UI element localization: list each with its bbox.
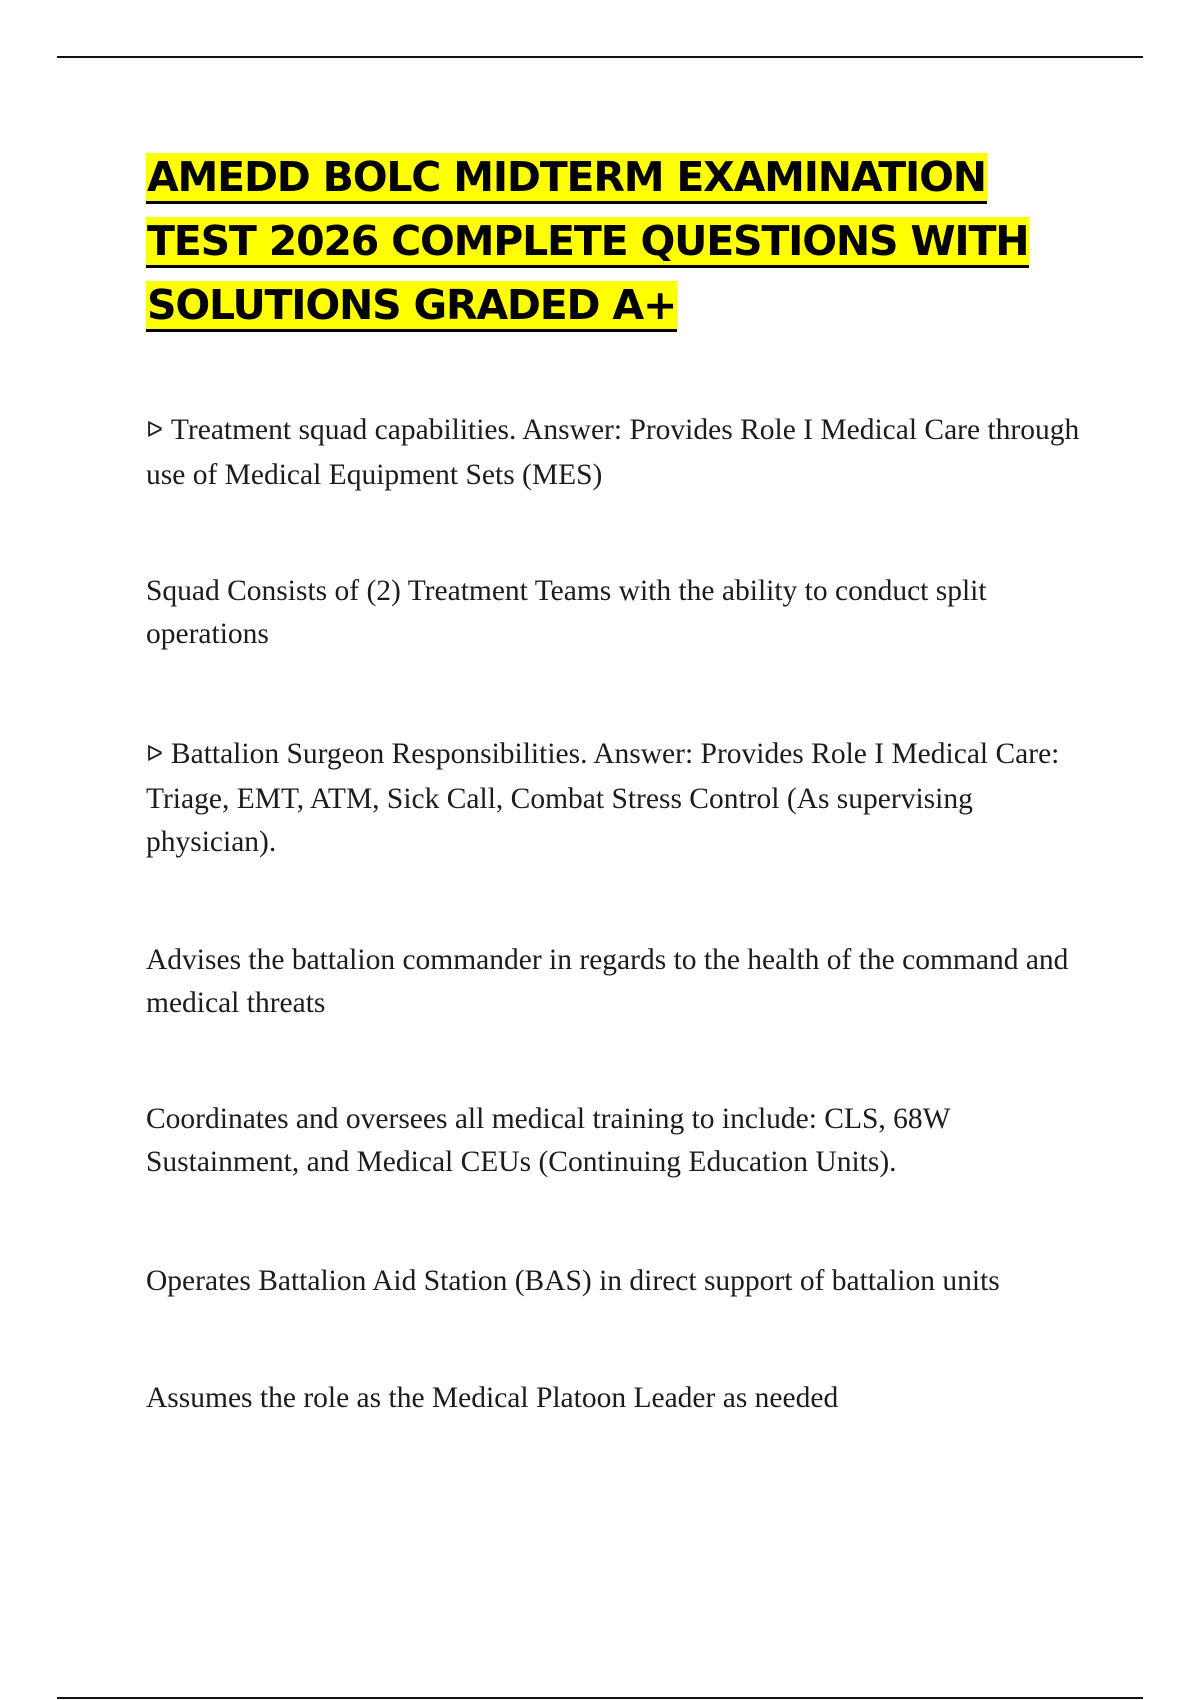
answer-paragraph-4 [146, 939, 1106, 1025]
title-line-2: TEST 2026 COMPLETE QUESTIONS WITH [146, 217, 1029, 268]
question-paragraph-3 [146, 733, 1106, 864]
document-title [146, 145, 1076, 337]
paragraph-text: Treatment squad capabilities. Answer: Provides Role I Medical Care through use of Medical Equipment Sets (MES) [146, 414, 1080, 491]
paragraph-text: Assumes the role as the Medical Platoon Leader as needed [146, 1382, 839, 1414]
question-paragraph-1 [146, 409, 1106, 497]
paragraph-text: Coordinates and oversees all medical training to include: CLS, 68W Sustainment, and Medical CEUs (Continuing Education Units). [146, 1103, 950, 1178]
arrow-triangle-icon: ᐅ [146, 418, 163, 443]
answer-paragraph-5 [146, 1098, 1106, 1184]
arrow-triangle-icon: ᐅ [146, 742, 163, 767]
answer-paragraph-7 [146, 1377, 1106, 1420]
bottom-rule [57, 1697, 1143, 1699]
answer-paragraph-6 [146, 1260, 1106, 1303]
paragraph-text: Battalion Surgeon Responsibilities. Answer: Provides Role I Medical Care: Triage, EMT, ATM, Sick Call, Combat Stress Control (As supervising physician). [146, 738, 1060, 858]
title-line-3: SOLUTIONS GRADED A+ [146, 281, 677, 332]
paragraph-text: Squad Consists of (2) Treatment Teams with the ability to conduct split operations [146, 575, 987, 650]
top-rule [57, 56, 1143, 58]
title-line-1: AMEDD BOLC MIDTERM EXAMINATION [146, 153, 987, 204]
paragraph-text: Operates Battalion Aid Station (BAS) in direct support of battalion units [146, 1265, 1000, 1297]
answer-paragraph-2 [146, 570, 1106, 656]
paragraph-text: Advises the battalion commander in regards to the health of the command and medical threats [146, 944, 1069, 1019]
